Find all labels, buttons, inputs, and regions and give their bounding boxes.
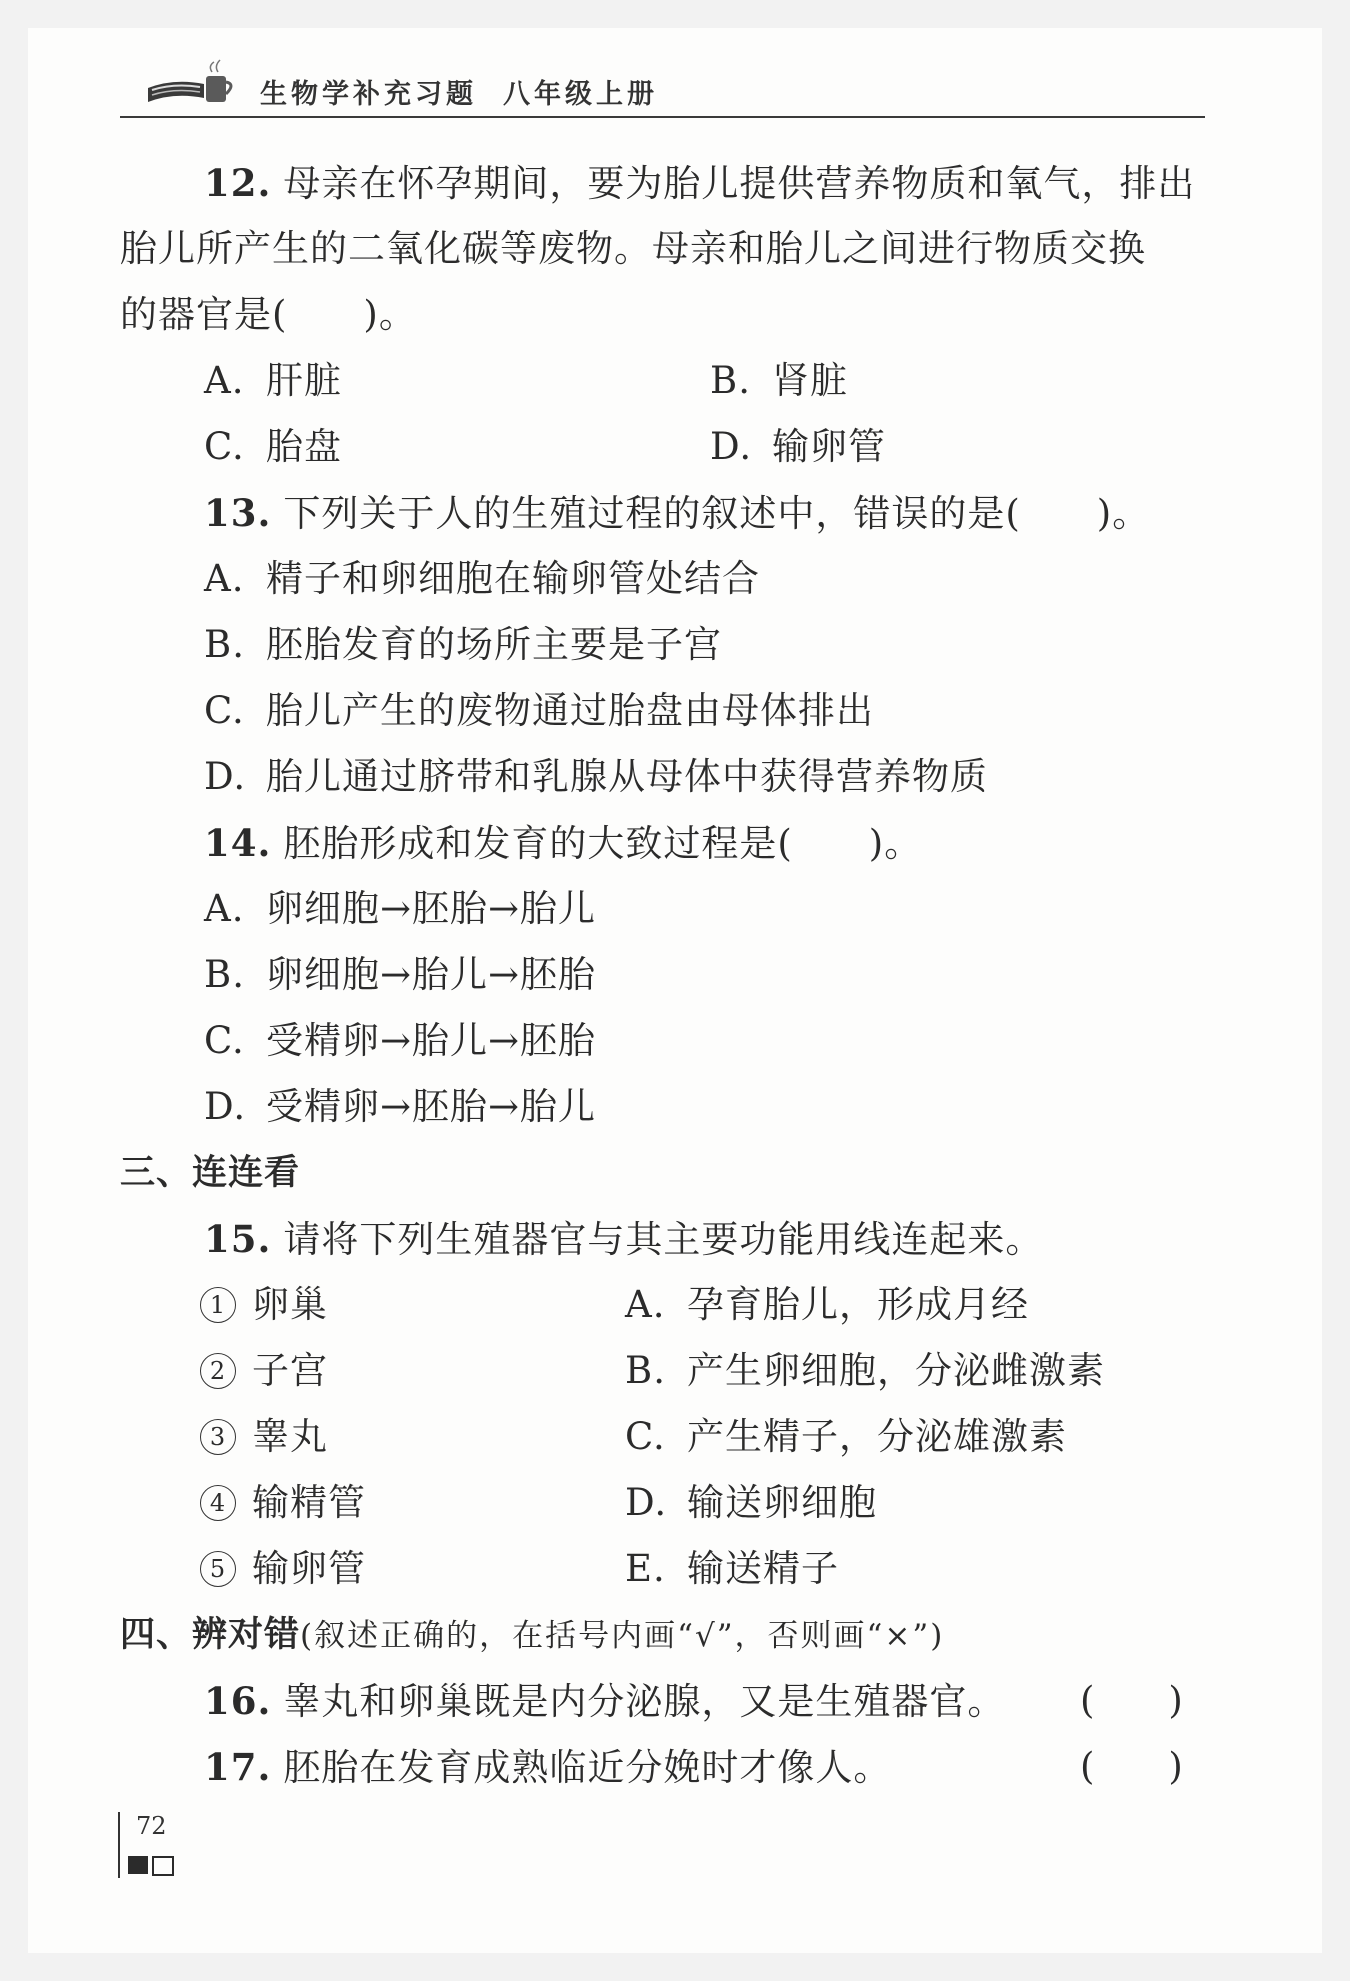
circled-number: 4	[200, 1485, 236, 1521]
question-number: 13.	[204, 491, 272, 535]
option-text: 卵细胞→胎儿→胚胎	[266, 953, 597, 996]
organ-item	[200, 1404, 328, 1470]
page-number: 72	[136, 1812, 167, 1840]
option-letter: A.	[204, 359, 245, 402]
option-d	[710, 414, 886, 480]
organ-text: 睾丸	[252, 1415, 328, 1458]
question-text: 母亲在怀孕期间，要为胎儿提供营养物质和氧气，排出	[283, 162, 1196, 205]
function-item	[625, 1404, 1067, 1470]
question-number: 17.	[204, 1745, 272, 1789]
organ-text: 卵巢	[252, 1283, 328, 1326]
match-row-2	[120, 1338, 1210, 1404]
question-15-stem	[120, 1206, 1210, 1272]
option-text: 肾脏	[772, 359, 848, 402]
filled-square-icon	[128, 1856, 148, 1874]
match-row-1	[120, 1272, 1210, 1338]
function-item	[625, 1272, 1029, 1338]
question-text: 胚胎在发育成熟临近分娩时才像人。	[283, 1746, 892, 1789]
section-4-heading	[120, 1602, 1210, 1668]
option-text: 胎儿通过脐带和乳腺从母体中获得营养物质	[266, 755, 988, 798]
question-14-option-d	[120, 1074, 1210, 1140]
question-13-option-d	[120, 744, 1210, 810]
function-text: 输送精子	[687, 1547, 839, 1590]
function-letter: E.	[625, 1547, 666, 1590]
question-13-option-a	[120, 546, 1210, 612]
question-14-stem	[120, 810, 1210, 876]
option-text: 卵细胞→胚胎→胎儿	[266, 887, 597, 930]
option-c	[204, 414, 342, 480]
book-and-cup-logo-icon	[144, 58, 244, 108]
question-number: 15.	[204, 1217, 272, 1261]
function-letter: A.	[625, 1283, 666, 1326]
question-12-line-3: 的器官是( )。	[120, 293, 417, 336]
question-number: 14.	[204, 821, 272, 865]
exercise-content	[120, 150, 1210, 1800]
option-text: 受精卵→胎儿→胚胎	[266, 1019, 597, 1062]
answer-parentheses[interactable]: ( )	[1080, 1679, 1183, 1722]
question-16	[120, 1668, 1210, 1734]
option-text: 精子和卵细胞在输卵管处结合	[266, 557, 760, 600]
organ-text: 输卵管	[252, 1547, 366, 1590]
function-item	[625, 1338, 1105, 1404]
function-text: 产生卵细胞，分泌雌激素	[687, 1349, 1105, 1392]
organ-item	[200, 1536, 366, 1602]
function-letter: B.	[625, 1349, 666, 1392]
match-row-5	[120, 1536, 1210, 1602]
option-letter: B.	[204, 623, 245, 666]
section-4-instructions: (叙述正确的，在括号内画“√”，否则画“×”)	[300, 1618, 945, 1654]
question-13-option-c	[120, 678, 1210, 744]
option-text: 受精卵→胚胎→胎儿	[266, 1085, 597, 1128]
circled-number: 2	[200, 1353, 236, 1389]
match-row-3	[120, 1404, 1210, 1470]
organ-text: 子宫	[252, 1349, 328, 1392]
option-text: 胚胎发育的场所主要是子宫	[266, 623, 722, 666]
question-text: 下列关于人的生殖过程的叙述中，错误的是( )。	[283, 492, 1151, 535]
option-b	[710, 348, 848, 414]
question-17	[120, 1734, 1210, 1800]
section-4-title: 四、辨对错	[120, 1615, 301, 1655]
question-12-options-row-2	[120, 414, 1210, 480]
function-text: 产生精子，分泌雄激素	[687, 1415, 1067, 1458]
question-14-option-b	[120, 942, 1210, 1008]
question-13-stem	[120, 480, 1210, 546]
option-text: 胎盘	[266, 425, 342, 468]
option-letter: B.	[204, 953, 245, 996]
question-14-option-a	[120, 876, 1210, 942]
question-12-options-row-1	[120, 348, 1210, 414]
organ-item	[200, 1272, 328, 1338]
answer-parentheses[interactable]: ( )	[1080, 1745, 1183, 1788]
organ-text: 输精管	[252, 1481, 366, 1524]
question-13-option-b	[120, 612, 1210, 678]
circled-number: 1	[200, 1287, 236, 1323]
function-item	[625, 1470, 877, 1536]
option-letter: C.	[204, 1019, 245, 1062]
organ-item	[200, 1338, 328, 1404]
circled-number: 3	[200, 1419, 236, 1455]
question-text: 胚胎形成和发育的大致过程是( )。	[283, 822, 923, 865]
option-text: 输卵管	[772, 425, 886, 468]
question-number: 12.	[204, 161, 272, 205]
organ-item	[200, 1470, 366, 1536]
question-14-option-c	[120, 1008, 1210, 1074]
question-number: 16.	[204, 1679, 272, 1723]
header-title	[260, 72, 658, 111]
function-letter: D.	[625, 1481, 668, 1524]
grade-label: 八年级上册	[503, 79, 658, 110]
option-letter: D.	[710, 425, 753, 468]
function-text: 孕育胎儿，形成月经	[687, 1283, 1029, 1326]
question-text: 请将下列生殖器官与其主要功能用线连起来。	[283, 1218, 1044, 1261]
option-a	[204, 348, 342, 414]
option-letter: C.	[204, 425, 245, 468]
question-text: 睾丸和卵巢既是内分泌腺，又是生殖器官。	[283, 1680, 1006, 1723]
option-letter: D.	[204, 755, 247, 798]
page-header	[120, 52, 1205, 118]
question-12-line-1	[120, 150, 1210, 216]
function-letter: C.	[625, 1415, 666, 1458]
question-12-line-2: 胎儿所产生的二氧化碳等废物。母亲和胎儿之间进行物质交换	[120, 227, 1146, 270]
circled-number: 5	[200, 1551, 236, 1587]
option-letter: B.	[710, 359, 751, 402]
function-item	[625, 1536, 839, 1602]
footer-divider	[118, 1812, 120, 1878]
book-title: 生物学补充习题	[260, 79, 477, 110]
match-row-4	[120, 1470, 1210, 1536]
option-letter: D.	[204, 1085, 247, 1128]
option-letter: C.	[204, 689, 245, 732]
section-3-heading: 三、连连看	[120, 1153, 301, 1193]
option-letter: A.	[204, 887, 245, 930]
option-text: 肝脏	[266, 359, 342, 402]
option-letter: A.	[204, 557, 245, 600]
function-text: 输送卵细胞	[687, 1481, 877, 1524]
option-text: 胎儿产生的废物通过胎盘由母体排出	[266, 689, 874, 732]
empty-square-icon	[152, 1856, 174, 1876]
